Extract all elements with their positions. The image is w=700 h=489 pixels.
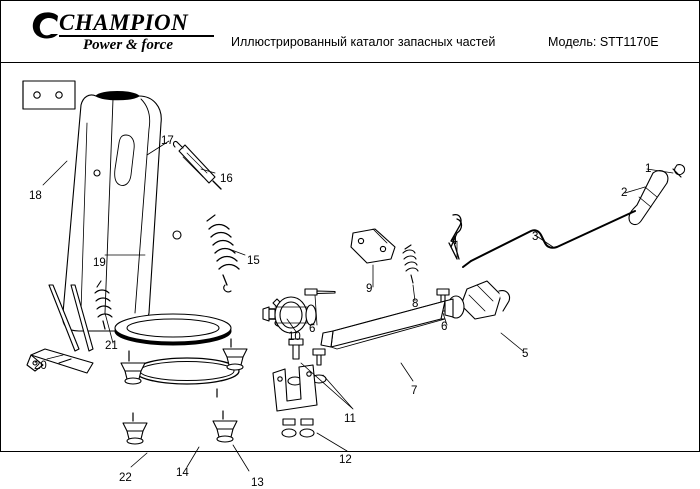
callout-17: 17 bbox=[161, 135, 174, 147]
catalog-title: Иллюстрированный каталог запасных частей bbox=[231, 35, 496, 49]
logo-tagline: Power & force bbox=[83, 37, 173, 53]
part-18-bracket-plate bbox=[23, 81, 75, 109]
part-5-universal-joint bbox=[445, 281, 510, 319]
parts-diagram bbox=[1, 63, 699, 489]
callout-21: 21 bbox=[105, 340, 118, 352]
callout-5: 5 bbox=[522, 348, 529, 360]
logo-c-icon bbox=[31, 12, 61, 38]
part-12-u-bracket bbox=[273, 365, 317, 411]
callout-20: 20 bbox=[34, 360, 47, 372]
callout-2: 2 bbox=[621, 187, 628, 199]
callout-4: 4 bbox=[451, 235, 458, 247]
part-14-grommet-upper bbox=[121, 351, 145, 384]
callout-11: 11 bbox=[344, 413, 356, 425]
callout-6a: 6 bbox=[309, 323, 316, 335]
callout-7: 7 bbox=[411, 385, 418, 397]
callout-19: 19 bbox=[93, 257, 106, 269]
page-header bbox=[1, 1, 699, 63]
part-3-control-rod bbox=[463, 211, 635, 267]
part-19-handle-column bbox=[63, 92, 181, 332]
callout-13: 13 bbox=[251, 477, 264, 489]
callout-6b: 6 bbox=[441, 321, 448, 333]
callout-22: 22 bbox=[119, 472, 132, 484]
part-1-knob bbox=[673, 165, 685, 177]
part-8-spring-pin bbox=[403, 245, 418, 283]
callout-1: 1 bbox=[645, 163, 652, 175]
part-16-strut bbox=[174, 141, 221, 189]
callout-12: 12 bbox=[339, 454, 352, 466]
model-label: Модель: STT1170E bbox=[548, 35, 659, 49]
part-12-hardware bbox=[282, 419, 314, 437]
callout-18: 18 bbox=[29, 190, 42, 202]
callout-10: 10 bbox=[288, 331, 301, 343]
callout-9: 9 bbox=[366, 283, 373, 295]
callout-3: 3 bbox=[532, 231, 539, 243]
callout-15: 15 bbox=[247, 255, 260, 267]
champion-logo bbox=[31, 10, 211, 56]
part-2-grip bbox=[629, 171, 668, 225]
part-9-bracket bbox=[351, 229, 395, 263]
callout-14: 14 bbox=[176, 467, 189, 479]
part-15-spring bbox=[207, 215, 239, 292]
logo-wordmark: CHAMPION bbox=[59, 10, 189, 35]
part-13-grommet bbox=[213, 411, 237, 442]
part-14-grommet-lower bbox=[123, 413, 147, 444]
part-7-shaft-tube bbox=[321, 301, 448, 349]
part-6-bolt-left bbox=[305, 289, 335, 295]
callout-8: 8 bbox=[412, 298, 419, 310]
callout-16: 16 bbox=[220, 173, 233, 185]
